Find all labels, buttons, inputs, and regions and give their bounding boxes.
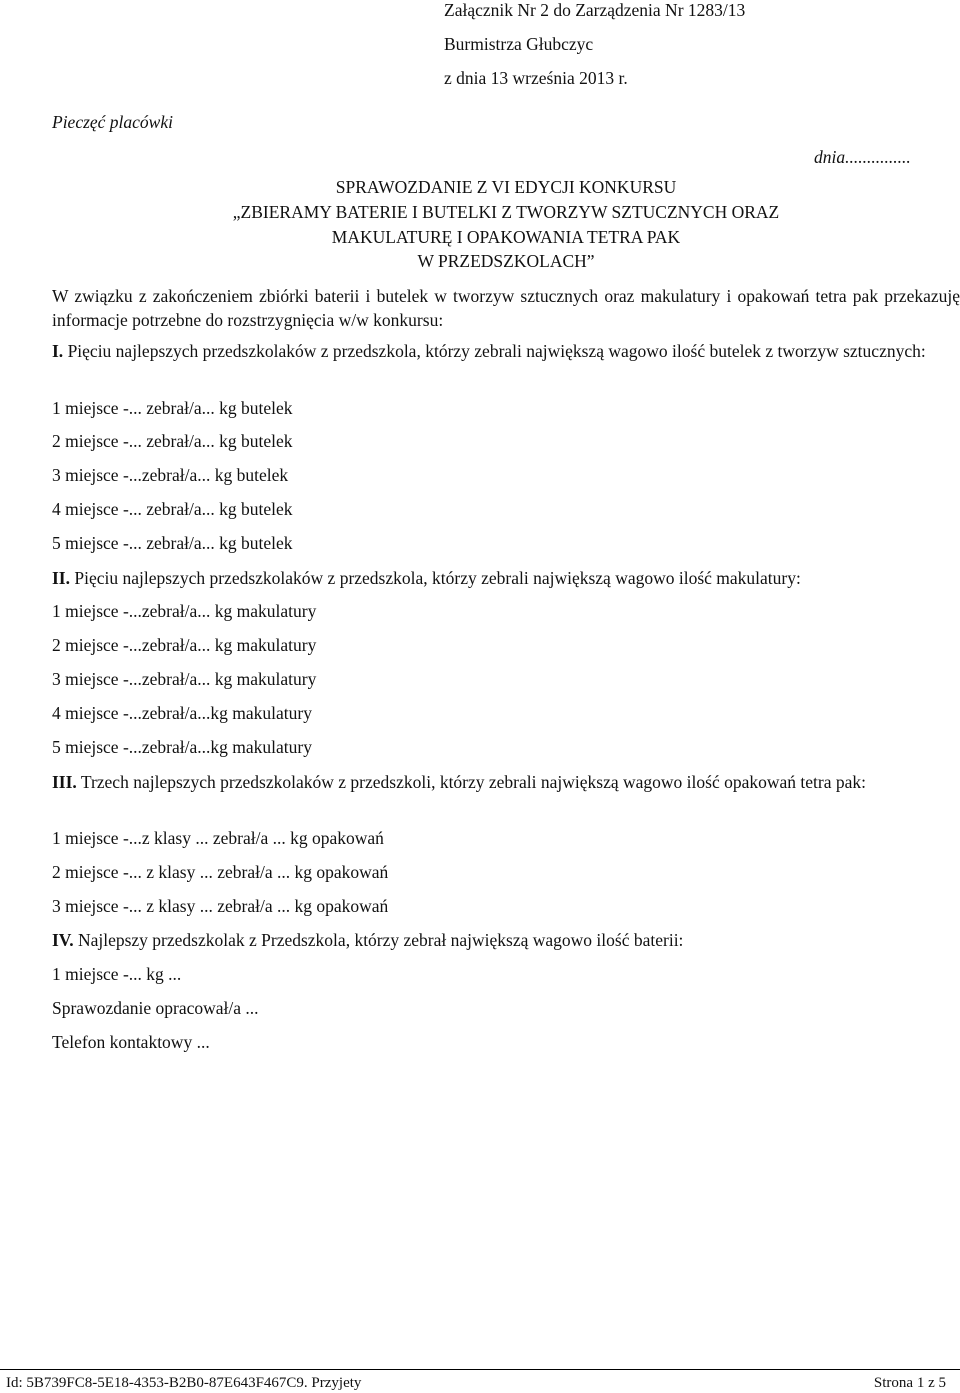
section-3-text: Trzech najlepszych przedszkolaków z przedszkoli, którzy zebrali największą wagowo ilość opakowań tetra pak: [76, 772, 866, 792]
section-2-heading [52, 566, 960, 590]
header-line-3: z dnia 13 września 2013 r. [444, 68, 628, 88]
section-1-entry: 1 miejsce -... zebrał/a... kg butelek [52, 398, 293, 418]
title-line-3: MAKULATURĘ I OPAKOWANIA TETRA PAK [331, 227, 681, 247]
title-line-4: W PRZEDSZKOLACH” [417, 251, 595, 271]
section-1-numeral: I. [52, 341, 64, 361]
section-3-entry: 2 miejsce -... z klasy ... zebrał/a ... kg opakowań [52, 862, 389, 882]
footer-divider [0, 1369, 960, 1370]
section-1-entry: 4 miejsce -... zebrał/a... kg butelek [52, 499, 293, 519]
section-1-entry: 2 miejsce -... zebrał/a... kg butelek [52, 431, 293, 451]
section-4-text: Najlepszy przedszkolak z Przedszkola, którzy zebrał największą wagowo ilość baterii: [73, 930, 684, 950]
section-3-numeral: III. [52, 772, 77, 792]
section-2-numeral: II. [52, 568, 70, 588]
section-3-entry: 1 miejsce -...z klasy ... zebrał/a ... kg opakowań [52, 828, 384, 848]
section-1-text: Pięciu najlepszych przedszkolaków z przedszkola, którzy zebrali największą wagowo ilość butelek z tworzyw sztucznych: [63, 341, 926, 361]
header-line-1: Załącznik Nr 2 do Zarządzenia Nr 1283/13 [444, 0, 746, 20]
footer-id: Id: 5B739FC8-5E18-4353-B2B0-87E643F467C9. Przyjety [6, 1375, 362, 1391]
phone-line: Telefon kontaktowy ... [52, 1032, 210, 1052]
section-4-numeral: IV. [52, 930, 74, 950]
footer-page-number: Strona 1 z 5 [873, 1375, 946, 1391]
section-4-heading [52, 930, 683, 951]
header-line-2: Burmistrza Głubczyc [444, 34, 594, 54]
date-label: dnia............... [814, 147, 911, 167]
prepared-by-line: Sprawozdanie opracował/a ... [52, 998, 259, 1018]
section-3-entry: 3 miejsce -... z klasy ... zebrał/a ... kg opakowań [52, 896, 389, 916]
intro-paragraph: W związku z zakończeniem zbiórki baterii i butelek w tworzyw sztucznych oraz makulatury i opakowań tetra pak przekazuję informacje potrzebne do rozstrzygnięcia w/w konkursu: [52, 286, 960, 330]
stamp-label: Pieczęć placówki [52, 112, 173, 132]
section-2-entry: 4 miejsce -...zebrał/a...kg makulatury [52, 703, 312, 723]
section-2-text: Pięciu najlepszych przedszkolaków z przedszkola, którzy zebrali największą wagowo ilość makulatury: [70, 568, 801, 588]
section-1-entry: 3 miejsce -...zebrał/a... kg butelek [52, 465, 289, 485]
section-2-entry: 5 miejsce -...zebrał/a...kg makulatury [52, 737, 312, 757]
section-2-entry: 3 miejsce -...zebrał/a... kg makulatury [52, 669, 317, 689]
section-2-entry: 2 miejsce -...zebrał/a... kg makulatury [52, 635, 317, 655]
section-1-entry: 5 miejsce -... zebrał/a... kg butelek [52, 533, 293, 553]
title-line-1: SPRAWOZDANIE Z VI EDYCJI KONKURSU [335, 177, 677, 197]
section-4-entry: 1 miejsce -... kg ... [52, 964, 182, 984]
title-line-2: „ZBIERAMY BATERIE I BUTELKI Z TWORZYW SZTUCZNYCH ORAZ [232, 202, 780, 222]
section-2-entry: 1 miejsce -...zebrał/a... kg makulatury [52, 601, 317, 621]
section-3-heading [52, 770, 958, 794]
section-1-heading [52, 339, 958, 363]
